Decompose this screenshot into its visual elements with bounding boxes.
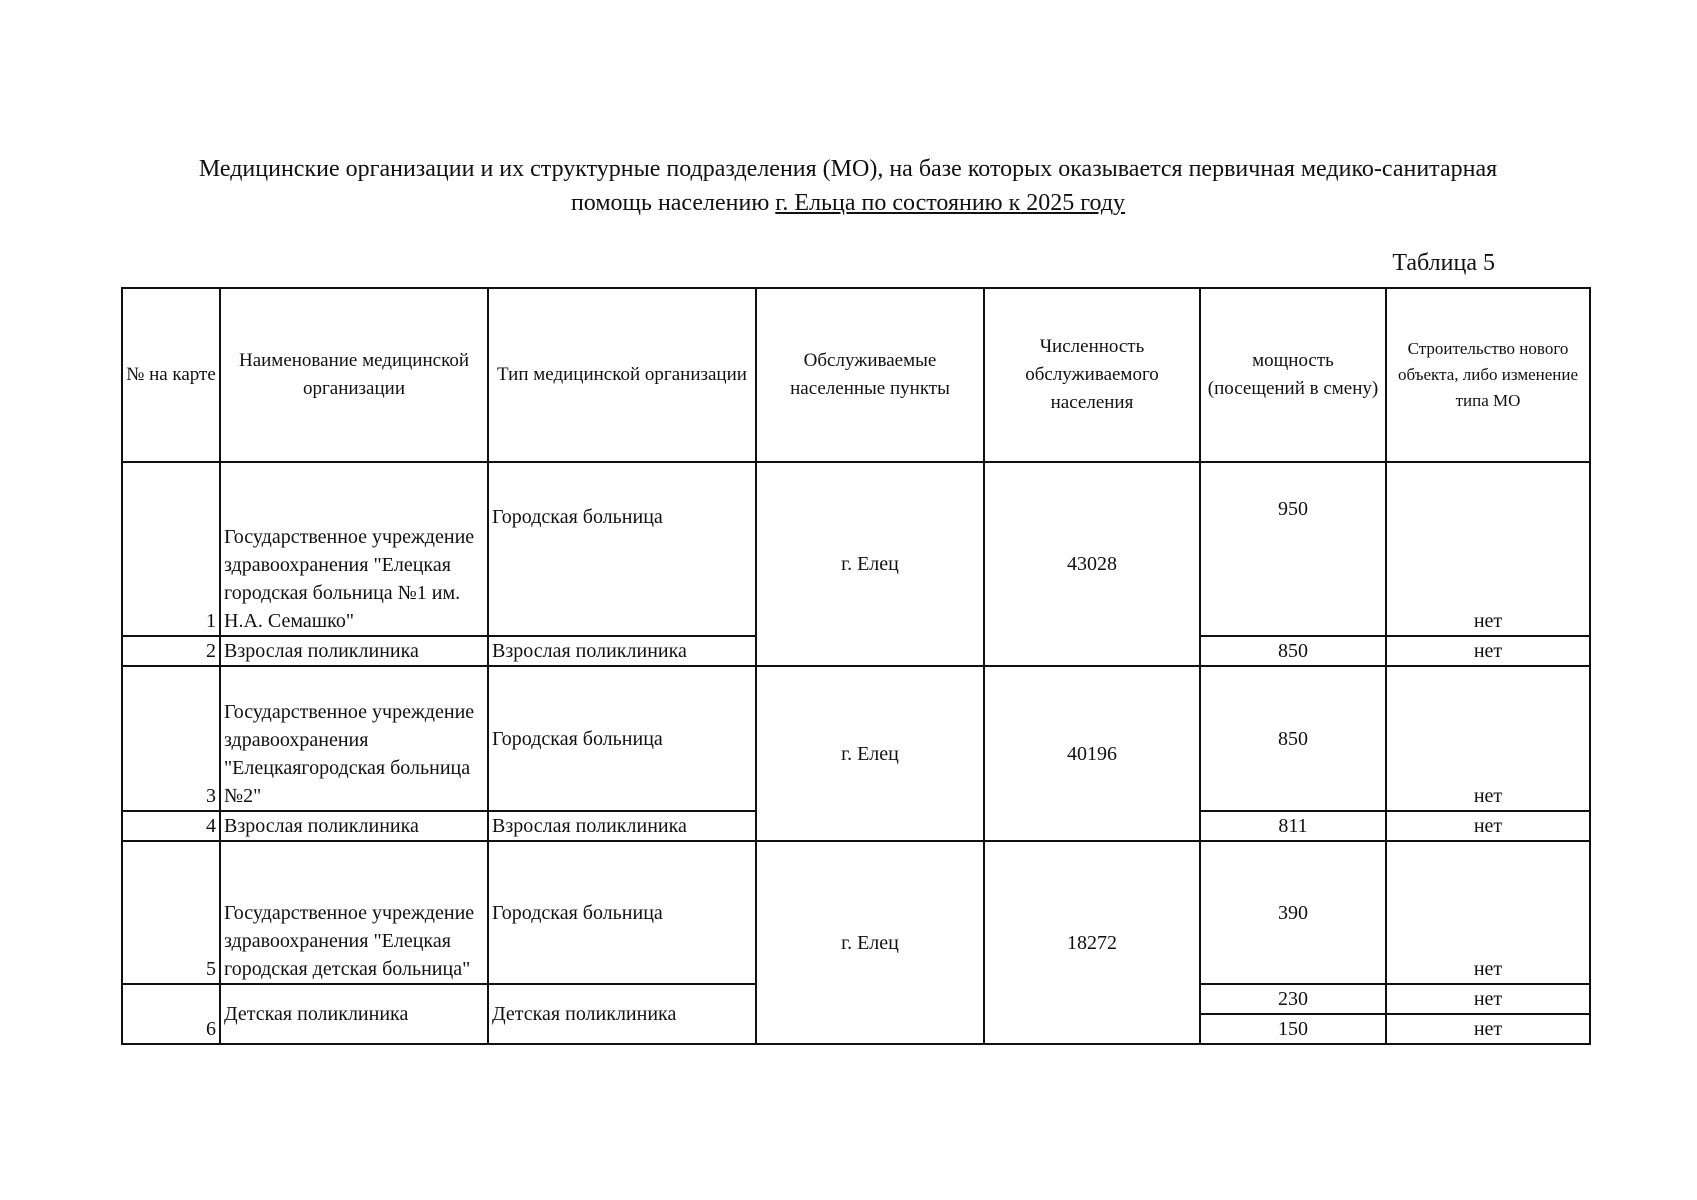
title-line-2-plain: помощь населению [570,190,776,216]
cell-type: Детская поликлиника [488,984,756,1044]
header-population: Численность обслуживаемого населения [984,288,1200,462]
header-construction: Строительство нового объекта, либо изменение типа МО [1386,288,1590,462]
header-name: Наименование медицинской организации [220,288,488,462]
cell-population: 40196 [984,666,1200,841]
header-num: № на карте [122,288,220,462]
cell-type: Взрослая поликлиника [488,811,756,841]
table-row [122,666,1590,811]
cell-name: Взрослая поликлиника [220,636,488,666]
cell-capacity: 150 [1200,1014,1386,1044]
cell-num: 4 [122,811,220,841]
document-title [110,152,1586,220]
cell-num: 5 [122,841,220,984]
cell-name: Государственное учреждение здравоохранения "Елецкая городская детская больница" [220,841,488,984]
cell-served: г. Елец [756,841,984,1044]
cell-population: 18272 [984,841,1200,1044]
cell-num: 1 [122,462,220,636]
cell-served: г. Елец [756,462,984,666]
header-served: Обслуживаемые населенные пункты [756,288,984,462]
cell-type: Городская больница [488,841,756,984]
cell-name: Детская поликлиника [220,984,488,1044]
header-capacity: мощность (посещений в смену) [1200,288,1386,462]
cell-capacity: 390 [1200,841,1386,984]
cell-capacity: 950 [1200,462,1386,636]
cell-construction: нет [1386,636,1590,666]
cell-type: Взрослая поликлиника [488,636,756,666]
header-type: Тип медицинской организации [488,288,756,462]
cell-capacity: 811 [1200,811,1386,841]
cell-construction: нет [1386,462,1590,636]
cell-num: 6 [122,984,220,1044]
cell-capacity: 230 [1200,984,1386,1014]
cell-name: Взрослая поликлиника [220,811,488,841]
cell-construction: нет [1386,841,1590,984]
cell-construction: нет [1386,1014,1590,1044]
cell-name: Государственное учреждение здравоохранения "Елецкаягородская больница №2" [220,666,488,811]
cell-construction: нет [1386,811,1590,841]
cell-type: Городская больница [488,462,756,636]
cell-capacity: 850 [1200,636,1386,666]
cell-capacity: 850 [1200,666,1386,811]
cell-population: 43028 [984,462,1200,666]
title-line-2-underlined: г. Ельца по состоянию к 2025 году [775,190,1126,216]
mo-table [121,287,1591,1045]
table-row [122,841,1590,984]
table-header-row [122,288,1590,462]
cell-type: Городская больница [488,666,756,811]
cell-num: 2 [122,636,220,666]
cell-construction: нет [1386,984,1590,1014]
cell-name: Государственное учреждение здравоохранения "Елецкая городская больница №1 им. Н.А. Семашко" [220,462,488,636]
cell-served: г. Елец [756,666,984,841]
title-line-2 [110,186,1586,220]
table-number-label: Таблица 5 [1392,250,1495,276]
cell-num: 3 [122,666,220,811]
table-row [122,462,1590,636]
cell-construction: нет [1386,666,1590,811]
title-line-1: Медицинские организации и их структурные подразделения (МО), на базе которых оказывается первичная медико-санитарная [198,156,1498,182]
